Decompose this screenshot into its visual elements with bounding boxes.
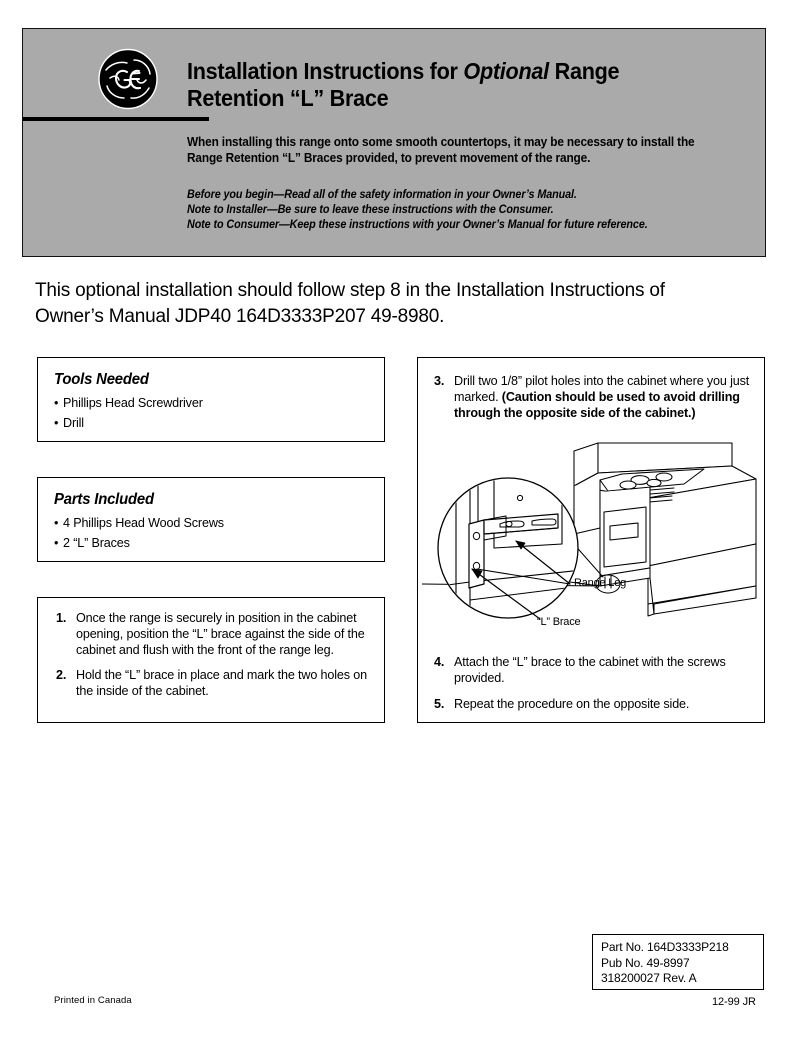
steps-list-step3 [434, 374, 752, 421]
step-3-text-normal: Drill two 1/8” pilot holes into the cabinet where you just marked. [454, 374, 750, 404]
step-4 [434, 655, 752, 687]
step-3 [434, 374, 752, 421]
parts-included-title: Parts Included [54, 491, 154, 508]
ge-logo-icon [97, 48, 159, 110]
header-title-line2: Retention “L” Brace [187, 85, 389, 111]
step-5-text: Repeat the procedure on the opposite side. [454, 696, 690, 711]
header-banner [22, 28, 766, 257]
step-5-number: 5. [434, 696, 445, 711]
header-notes [187, 187, 717, 233]
range-brace-illustration [422, 436, 762, 648]
steps-1-2-box [37, 597, 385, 723]
header-title-italic: Optional [463, 58, 549, 84]
step-1-text: Once the range is securely in position in the cabinet opening, position the “L” brace against the side of the cabinet and flush with the front of the range leg. [76, 611, 365, 657]
header-title-part1: Installation Instructions for [187, 58, 464, 84]
step-2-number: 2. [56, 668, 67, 683]
step-5 [434, 697, 752, 713]
steps-list-right [434, 655, 752, 712]
date-code: 12-99 JR [712, 996, 756, 1008]
publication-info-box [592, 934, 764, 990]
list-item: • Phillips Head Screwdriver [54, 393, 370, 413]
printed-in-label: Printed in Canada [54, 995, 132, 1006]
parts-included-list [54, 513, 370, 553]
list-item: • 4 Phillips Head Wood Screws [54, 513, 370, 533]
tools-needed-box [37, 357, 385, 442]
step-1 [56, 611, 368, 658]
list-item: • 2 “L” Braces [54, 533, 370, 553]
doc-number: 318200027 Rev. A [601, 971, 697, 985]
header-title-part2: Range [548, 58, 620, 84]
tools-needed-list [54, 393, 370, 433]
list-item: • Drill [54, 413, 370, 433]
pub-number: Pub No. 49-8997 [601, 955, 690, 970]
header-title [187, 58, 702, 112]
step-3-number: 3. [434, 374, 445, 388]
intro-paragraph: This optional installation should follow step 8 in the Installation Instructions of Owner’s Manual JDP40 164D3333P207 49-8980. [35, 280, 665, 327]
illustration-label-range-leg: Range Leg [574, 577, 627, 589]
parts-included-box [37, 477, 385, 562]
part-number: Part No. 164D3333P218 [601, 940, 729, 954]
step-2-text: Hold the “L” brace in place and mark the two holes on the inside of the cabinet. [76, 668, 367, 699]
steps-3-5-box [417, 357, 765, 723]
note-to-consumer: Note to Consumer—Keep these instructions with your Owner’s Manual for future reference. [187, 218, 648, 232]
header-divider-rule [23, 117, 209, 121]
step-4-text: Attach the “L” brace to the cabinet with the screws provided. [454, 655, 726, 685]
header-lead-text: When installing this range onto some smooth countertops, it may be necessary to install the Range Retention “L” Braces provided, to prevent movement of the range. [187, 135, 695, 165]
step-4-number: 4. [434, 655, 445, 669]
tools-needed-title: Tools Needed [54, 371, 149, 388]
step-1-number: 1. [56, 611, 67, 625]
steps-list-left [56, 611, 368, 700]
illustration-label-l-brace: “L” Brace [537, 616, 581, 628]
note-before-you-begin: Before you begin—Read all of the safety information in your Owner’s Manual. [187, 188, 577, 201]
step-2 [56, 668, 368, 700]
step-3-text-caution: (Caution should be used to avoid drilling through the opposite side of the cabinet.) [454, 389, 740, 420]
note-to-installer: Note to Installer—Be sure to leave these instructions with the Consumer. [187, 203, 554, 217]
